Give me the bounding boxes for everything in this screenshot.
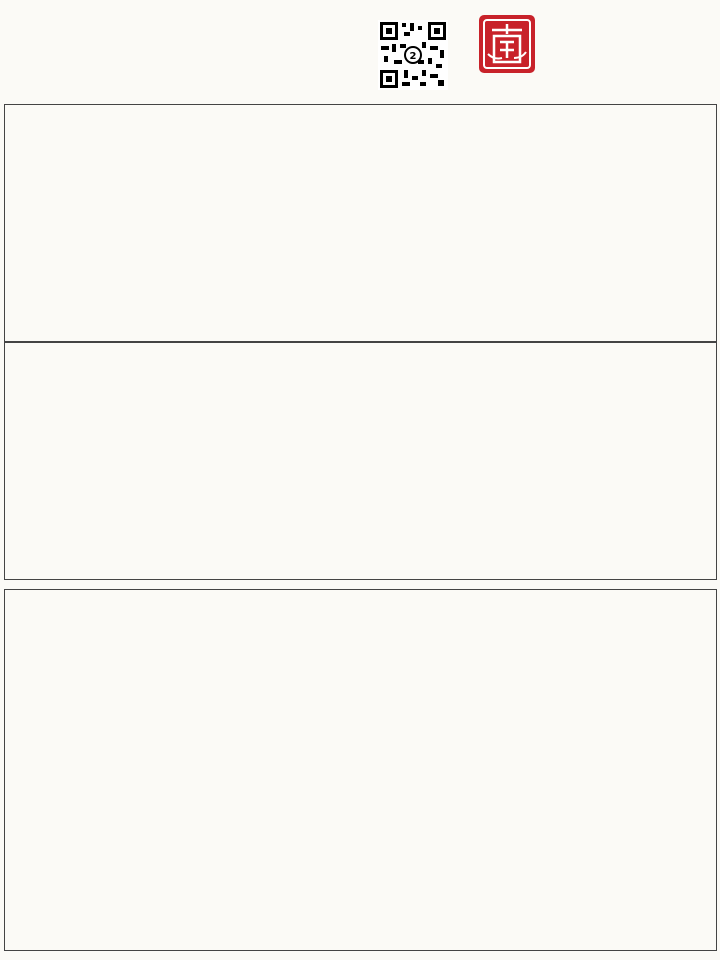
qr-code-icon [378, 20, 448, 90]
seal-stamp-icon [478, 14, 536, 74]
svg-text:2: 2 [409, 51, 417, 62]
dai-van-panel [4, 342, 717, 580]
four-pillars-panel [4, 104, 717, 342]
annual-luck-table [4, 589, 717, 951]
header [0, 0, 720, 104]
